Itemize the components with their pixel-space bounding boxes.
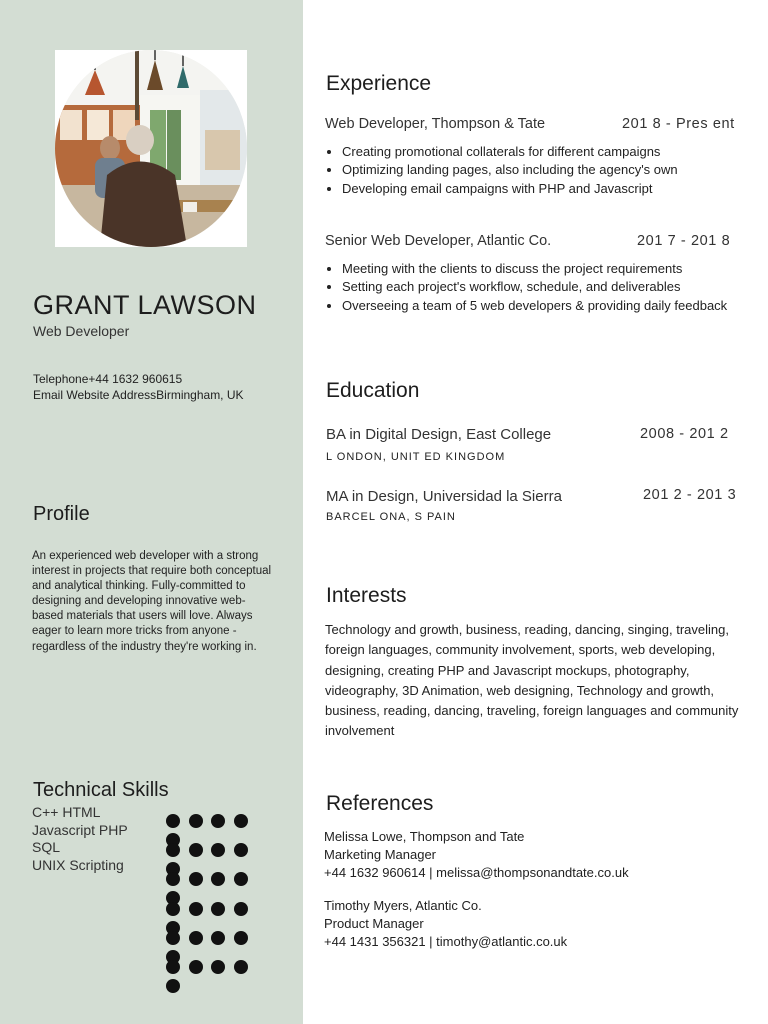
education-location: BARCEL ONA, S PAIN: [326, 511, 456, 523]
contact-telephone: Telephone+44 1632 960615: [33, 372, 183, 386]
rating-dot: [234, 872, 248, 886]
skill-rating-dots: [166, 814, 276, 989]
profile-photo: [55, 50, 247, 247]
references-heading: References: [326, 792, 434, 815]
profile-text: An experienced web developer with a strong interest in projects that require both conceptual and analytical thinking. Fully-committed to designing and developing innovative web-based materials that users will love. Always eager to learn more tricks from anyone - regardless of the industry they're working in.: [32, 550, 272, 653]
rating-dot: [189, 960, 203, 974]
list-item: • Setting each project's workflow, schedule, and deliverables: [342, 278, 752, 296]
job-dates: 201 7 - 201 8: [637, 233, 731, 249]
skill-rating-row: [166, 814, 276, 843]
rating-dot: [234, 960, 248, 974]
rating-dot: [189, 902, 203, 916]
rating-dot: [211, 960, 225, 974]
reference-role: Product Manager: [324, 916, 424, 931]
rating-dot: [166, 814, 180, 828]
rating-dot: [166, 931, 180, 945]
reference-contact: +44 1632 960614 | melissa@thompsonandtate.co.uk: [324, 865, 629, 880]
job-title: Web Developer, Thompson & Tate: [325, 116, 546, 132]
interests-text: Technology and growth, business, reading, dancing, singing, traveling, foreign languages, community involvement, sports, web developing, designing, creating PHP and Javascript mockups, photography, videography, 3D Animation, web designing, Technology and growth, business, reading, dancing, traveling, foreign languages and community involvement: [325, 622, 739, 739]
rating-dot: [211, 843, 225, 857]
rating-dot: [189, 814, 203, 828]
list-item: • Optimizing landing pages, also including the agency's own: [342, 161, 752, 179]
skill-rating-row: [166, 843, 276, 872]
reference-contact: +44 1431 356321 | timothy@atlantic.co.uk: [324, 934, 568, 949]
technical-skills-heading: Technical Skills: [33, 779, 169, 801]
contact-email-address: Email Website AddressBirmingham, UK: [33, 388, 244, 402]
rating-dot: [166, 960, 180, 974]
education-location: L ONDON, UNIT ED KINGDOM: [326, 451, 506, 463]
list-item: • Meeting with the clients to discuss the project requirements: [342, 260, 752, 278]
profile-heading: Profile: [33, 503, 90, 525]
rating-dot: [189, 843, 203, 857]
job-bullets: [325, 260, 752, 315]
skill-rating-row: [166, 931, 276, 960]
skill-rating-row: [166, 902, 276, 931]
rating-dot: [211, 931, 225, 945]
rating-dot: [234, 902, 248, 916]
skill-item: Javascript PHP: [32, 822, 128, 838]
rating-dot: [234, 931, 248, 945]
skill-rating-row: [166, 872, 276, 901]
rating-dot: [234, 814, 248, 828]
rating-dot: [166, 979, 180, 993]
education-dates: 2008 - 201 2: [640, 426, 729, 442]
interests-heading: Interests: [326, 584, 407, 607]
rating-dot: [166, 843, 180, 857]
rating-dot: [189, 872, 203, 886]
list-item: • Overseeing a team of 5 web developers & providing daily feedback: [342, 297, 752, 315]
education-heading: Education: [326, 379, 420, 402]
education-degree: BA in Digital Design, East College: [326, 426, 552, 443]
rating-dot: [211, 872, 225, 886]
skill-item: UNIX Scripting: [32, 857, 124, 873]
experience-heading: Experience: [326, 72, 432, 95]
skill-rating-row: [166, 960, 276, 989]
profile-photo-frame: [55, 50, 247, 247]
skill-item: SQL: [32, 839, 61, 855]
reference-name: Timothy Myers, Atlantic Co.: [324, 898, 482, 913]
rating-dot: [211, 902, 225, 916]
reference-role: Marketing Manager: [324, 847, 436, 862]
reference-name: Melissa Lowe, Thompson and Tate: [324, 829, 525, 844]
rating-dot: [189, 931, 203, 945]
person-name: GRANT LAWSON: [33, 290, 257, 320]
list-item: • Creating promotional collaterals for different campaigns: [342, 143, 752, 161]
education-degree: MA in Design, Universidad la Sierra: [326, 488, 562, 505]
rating-dot: [166, 902, 180, 916]
rating-dot: [234, 843, 248, 857]
rating-dot: [166, 872, 180, 886]
job-bullets: [325, 143, 752, 198]
education-dates: 201 2 - 201 3: [643, 487, 737, 503]
rating-dot: [211, 814, 225, 828]
person-title: Web Developer: [33, 323, 130, 339]
list-item: • Developing email campaigns with PHP and Javascript: [342, 180, 752, 198]
job-title: Senior Web Developer, Atlantic Co.: [325, 233, 552, 249]
job-dates: 201 8 - Pres ent: [622, 116, 735, 132]
skill-item: C++ HTML: [32, 804, 101, 820]
